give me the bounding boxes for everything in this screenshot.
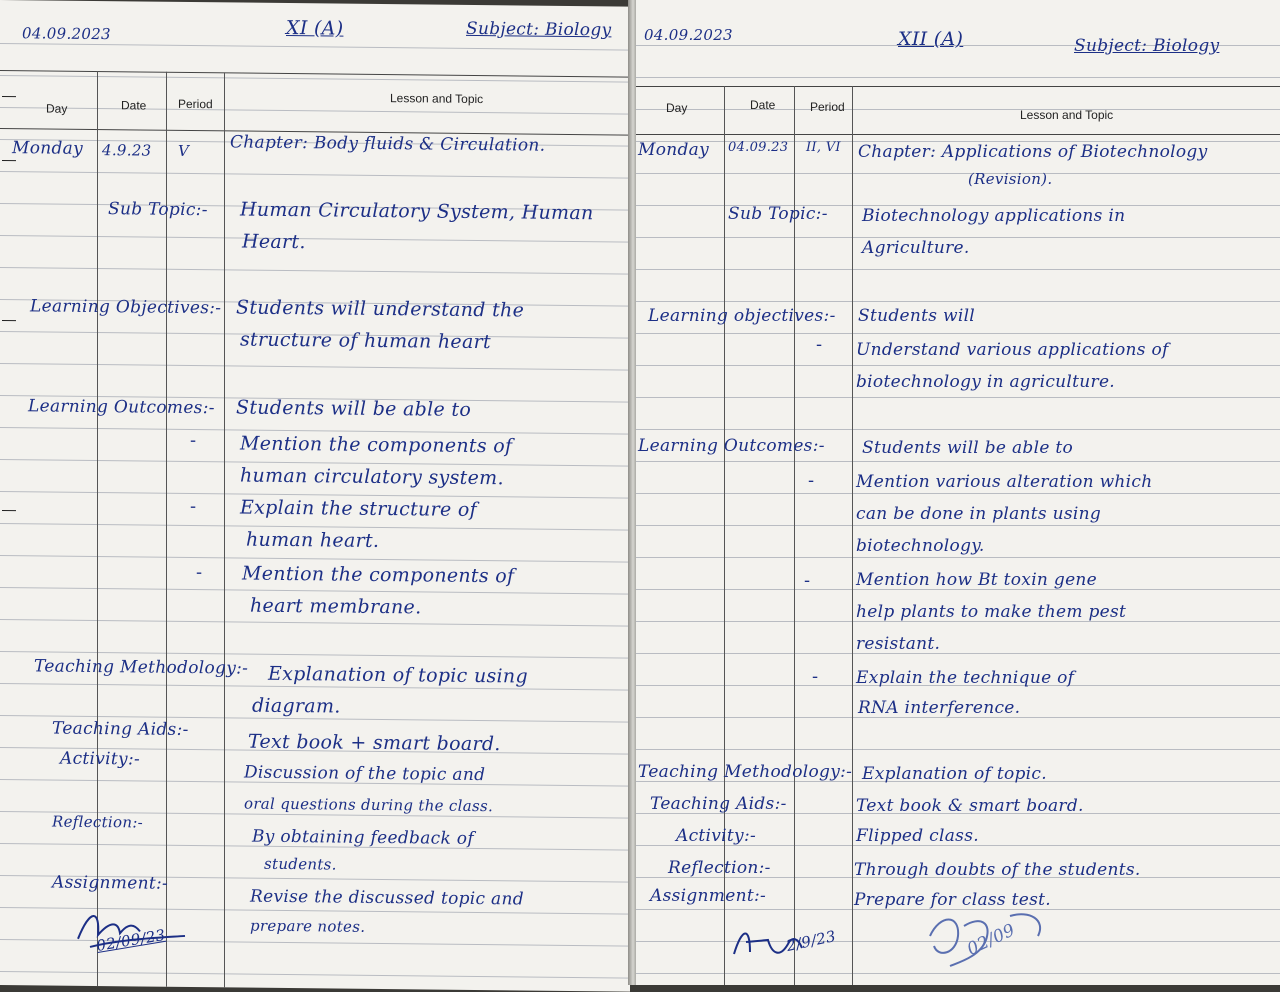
left-header-class: XI (A) xyxy=(286,16,344,40)
subtopic-label: Sub Topic:- xyxy=(108,199,208,221)
outcomes-line: Mention various alteration which xyxy=(856,472,1153,492)
reflection-line: students. xyxy=(264,854,337,874)
assignment-line: prepare notes. xyxy=(250,916,366,936)
signature-date: 02/09/23 xyxy=(94,925,167,955)
row-period: V xyxy=(178,141,190,160)
assignment-label: Assignment:- xyxy=(650,886,767,906)
outcomes-line: Explain the technique of xyxy=(856,668,1075,688)
row-day: Monday xyxy=(12,138,84,159)
outcomes-line: human heart. xyxy=(246,528,380,552)
row-date: 04.09.23 xyxy=(728,140,789,155)
bullet-dash: - xyxy=(816,334,823,355)
col-divider-day xyxy=(97,71,98,986)
signature-date: 2/9/23 xyxy=(784,926,838,956)
right-header-date: 04.09.2023 xyxy=(644,26,733,44)
outcomes-line: Explain the structure of xyxy=(240,496,477,521)
objectives-line: structure of human heart xyxy=(240,328,491,354)
objectives-line: biotechnology in agriculture. xyxy=(856,372,1116,392)
subtopic-line: Biotechnology applications in xyxy=(862,206,1126,226)
activity-line: Flipped class. xyxy=(856,826,979,846)
right-header-class: XII (A) xyxy=(898,28,964,50)
aids-label: Teaching Aids:- xyxy=(52,718,189,740)
objectives-line: Understand various applications of xyxy=(856,340,1169,360)
col-header-day: Day xyxy=(666,101,688,115)
reflection-line: Through doubts of the students. xyxy=(854,860,1141,880)
col-header-lesson: Lesson and Topic xyxy=(390,91,484,107)
outcomes-line: Mention the components of xyxy=(242,562,515,588)
bullet-dash: - xyxy=(812,666,819,687)
outcomes-line: can be done in plants using xyxy=(856,504,1102,524)
margin-mark xyxy=(2,96,16,97)
reflection-label: Reflection:- xyxy=(668,858,771,878)
right-page xyxy=(636,0,1280,985)
assignment-line: Revise the discussed topic and xyxy=(250,886,524,910)
bullet-dash: - xyxy=(808,470,815,491)
reflection-line: By obtaining feedback of xyxy=(252,826,474,849)
table-top-rule xyxy=(0,70,630,78)
outcomes-line: Students will be able to xyxy=(236,396,472,421)
methodology-line: Explanation of topic. xyxy=(862,764,1047,784)
methodology-label: Teaching Methodology:- xyxy=(34,656,249,679)
col-divider-period xyxy=(224,72,225,987)
reflection-label: Reflection:- xyxy=(52,812,144,832)
aids-line: Text book & smart board. xyxy=(856,796,1084,816)
methodology-line: Explanation of topic using xyxy=(268,662,528,688)
margin-mark xyxy=(2,160,16,161)
left-page xyxy=(0,0,630,992)
subtopic-line: Heart. xyxy=(242,230,306,254)
outcomes-line: human circulatory system. xyxy=(240,464,504,490)
col-header-period: Period xyxy=(178,96,213,112)
methodology-label: Teaching Methodology:- xyxy=(638,762,853,782)
activity-label: Activity:- xyxy=(60,748,141,770)
row-date: 4.9.23 xyxy=(102,141,152,160)
col-header-date: Date xyxy=(750,98,776,112)
outcomes-line: help plants to make them pest xyxy=(856,602,1127,622)
row-period: II, VI xyxy=(806,140,841,155)
outcomes-line: heart membrane. xyxy=(250,594,422,619)
outcomes-label: Learning Outcomes:- xyxy=(28,396,215,419)
objectives-label: Learning Objectives:- xyxy=(30,296,222,319)
activity-line: oral questions during the class. xyxy=(244,794,494,816)
table-header-rule xyxy=(636,134,1280,135)
outcomes-line: Mention how Bt toxin gene xyxy=(856,570,1098,590)
activity-line: Discussion of the topic and xyxy=(244,762,486,786)
chapter-text: Chapter: Body fluids & Circulation. xyxy=(230,132,546,156)
bullet-dash: - xyxy=(190,495,197,518)
aids-label: Teaching Aids:- xyxy=(650,794,787,814)
checker-date: 02/09 xyxy=(964,920,1019,960)
left-header-subject: Subject: Biology xyxy=(466,18,612,41)
col-header-period: Period xyxy=(810,100,845,114)
objectives-line: Students will understand the xyxy=(236,296,525,322)
right-header-subject: Subject: Biology xyxy=(1074,36,1220,56)
outcomes-line: RNA interference. xyxy=(858,698,1021,718)
outcomes-line: Students will be able to xyxy=(862,438,1074,458)
bullet-dash: - xyxy=(804,570,811,591)
col-divider-period xyxy=(852,86,853,985)
activity-label: Activity:- xyxy=(676,826,757,846)
bullet-dash: - xyxy=(196,562,203,584)
methodology-line: diagram. xyxy=(252,694,341,718)
aids-line: Text book + smart board. xyxy=(248,730,501,756)
subtopic-label: Sub Topic:- xyxy=(728,204,828,224)
outcomes-line: Mention the components of xyxy=(240,432,513,458)
margin-mark xyxy=(2,510,16,511)
chapter-line: Chapter: Applications of Biotechnology xyxy=(858,142,1208,162)
bullet-dash: - xyxy=(190,429,197,452)
outcomes-line: resistant. xyxy=(856,634,941,654)
table-top-rule xyxy=(636,86,1280,87)
assignment-line: Prepare for class test. xyxy=(854,890,1051,910)
objectives-line: Students will xyxy=(858,306,976,326)
objectives-label: Learning objectives:- xyxy=(648,306,836,326)
left-header-date: 04.09.2023 xyxy=(22,24,111,44)
outcomes-line: biotechnology. xyxy=(856,536,985,556)
subtopic-line: Human Circulatory System, Human xyxy=(240,198,594,225)
col-divider-day xyxy=(724,86,725,985)
subtopic-line: Agriculture. xyxy=(862,238,970,258)
chapter-line: (Revision). xyxy=(968,170,1053,188)
row-day: Monday xyxy=(638,140,710,160)
margin-mark xyxy=(2,320,16,321)
col-header-lesson: Lesson and Topic xyxy=(1020,108,1114,122)
col-header-date: Date xyxy=(121,98,147,113)
outcomes-label: Learning Outcomes:- xyxy=(638,436,825,456)
col-header-day: Day xyxy=(46,101,68,116)
assignment-label: Assignment:- xyxy=(52,872,169,894)
